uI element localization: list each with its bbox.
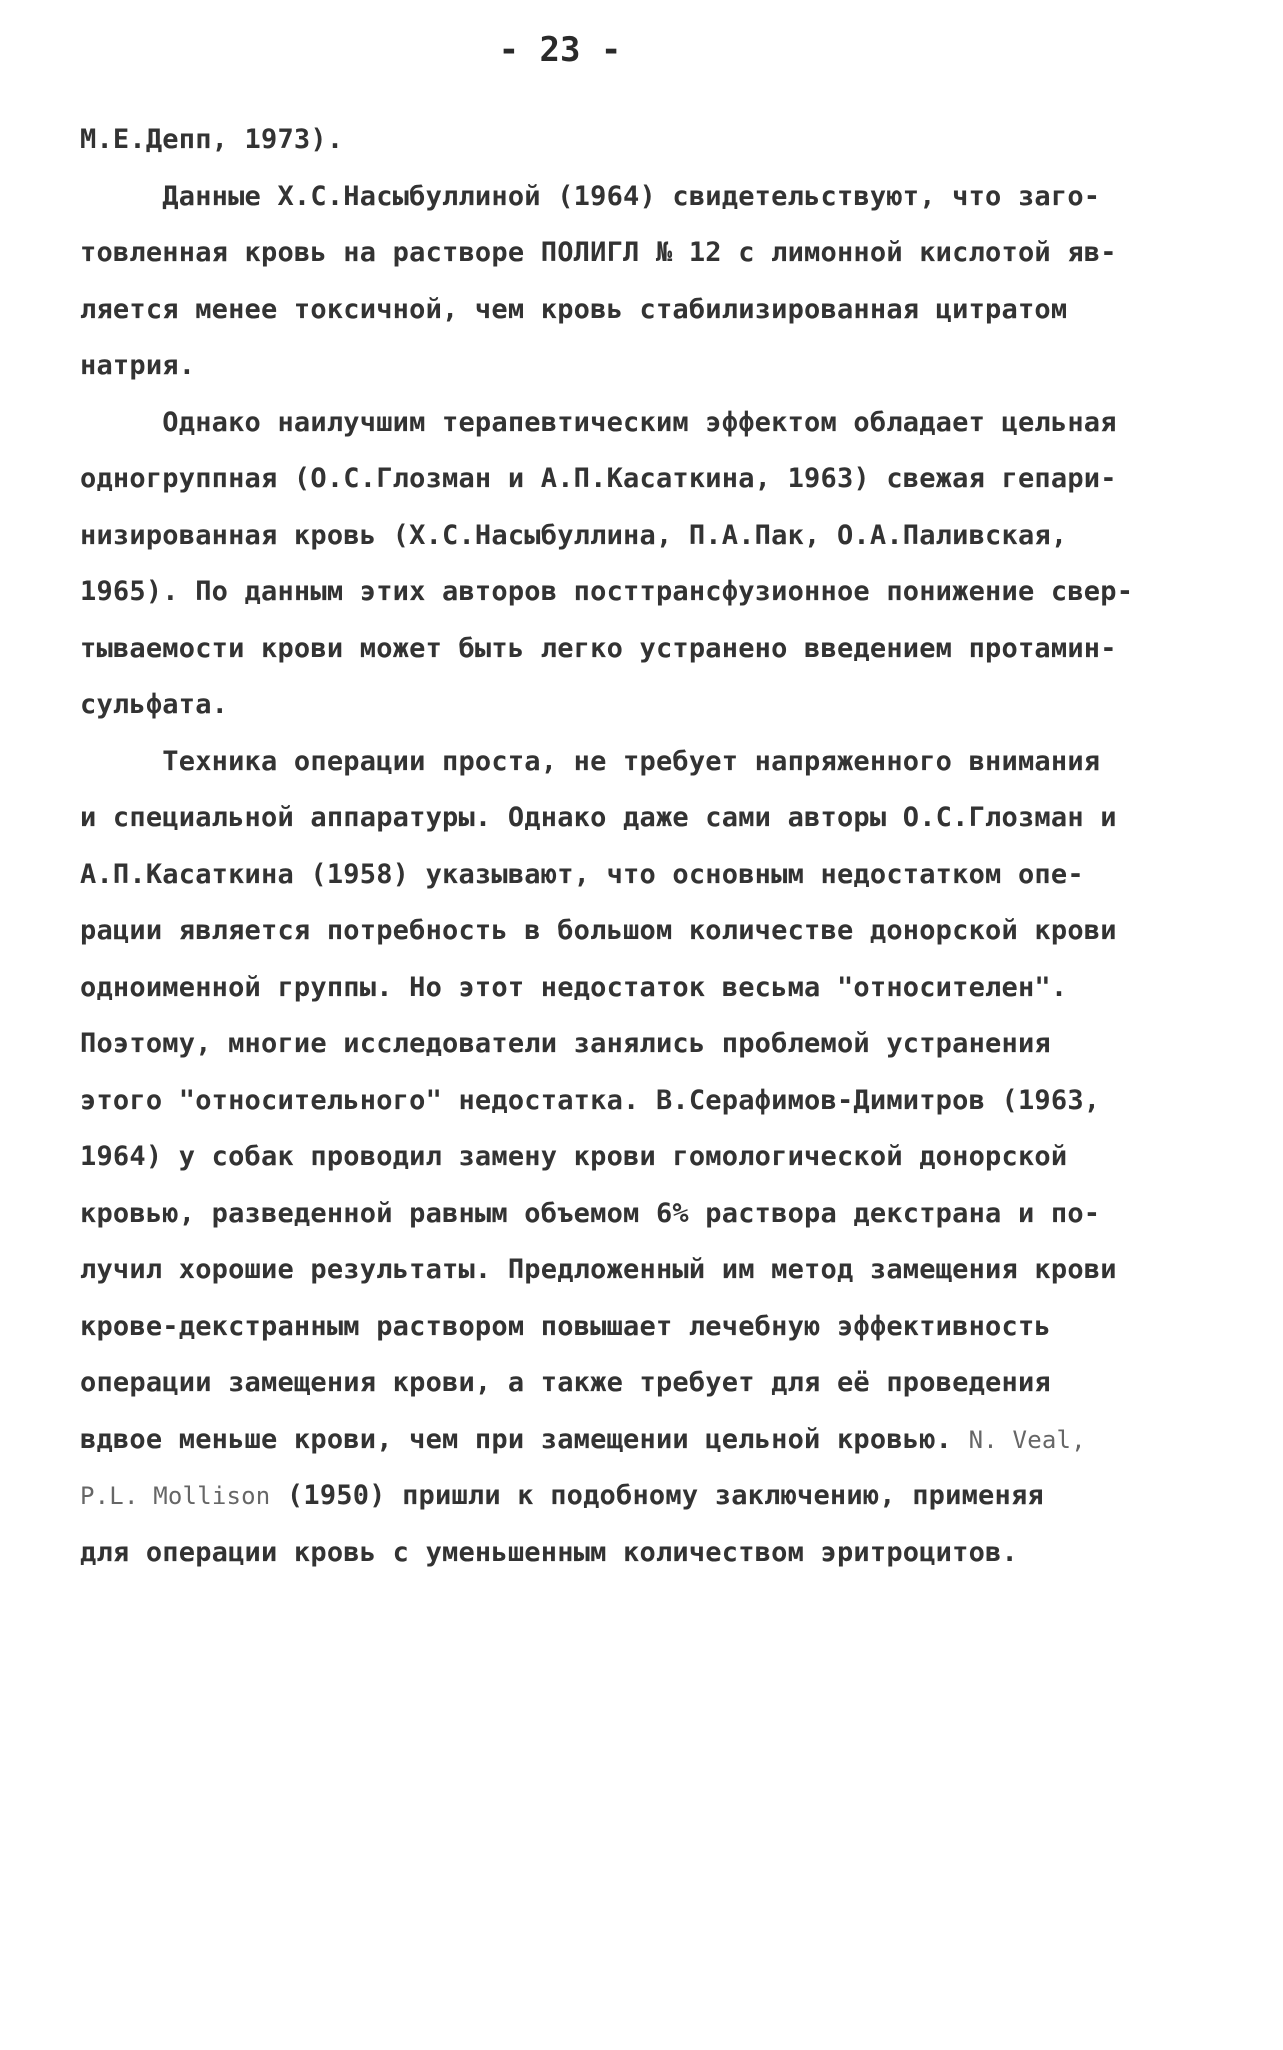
text-segment: (1950) пришли к подобному заключению, применяя [270, 1480, 1044, 1511]
text-line: Данные Х.С.Насыбуллиной (1964) свидетельствуют, что заго- [80, 180, 1101, 212]
text-line [80, 1468, 1180, 1525]
text-line: лучил хорошие результаты. Предложенный им метод замещения крови [80, 1254, 1117, 1285]
text-line: 1965). По данным этих авторов посттрансфузионное понижение свер- [80, 576, 1134, 607]
text-line: и специальной аппаратуры. Однако даже сами авторы О.С.Глозман и [80, 802, 1117, 833]
latin-author: N. Veal, [968, 1425, 1086, 1454]
text-line: одноименной группы. Но этот недостаток весьма "относителен". [80, 971, 1068, 1003]
latin-author: P.L. Mollison [80, 1482, 271, 1510]
text-line: Поэтому, многие исследователи занялись проблемой устранения [80, 1028, 1051, 1059]
text-line: товленная кровь на растворе ПОЛИГЛ № 12 с лимонной кислотой яв- [80, 237, 1117, 268]
text-line: М.Е.Депп, 1973). [80, 124, 344, 155]
text-line: натрия. [80, 350, 196, 381]
text-line: одногруппная (О.С.Глозман и А.П.Касаткина, 1963) свежая гепари- [80, 463, 1117, 494]
text-line: для операции кровь с уменьшенным количеством эритроцитов. [80, 1536, 1018, 1568]
body-text [80, 112, 1180, 1581]
text-line: 1964) у собак проводил замену крови гомологической донорской [80, 1141, 1068, 1172]
text-line: ляется менее токсичной, чем кровь стабилизированная цитратом [80, 293, 1068, 325]
text-line: этого "относительного" недостатка. В.Серафимов-Димитров (1963, [80, 1084, 1101, 1116]
text-line: сульфата. [80, 689, 229, 720]
text-line: операции замещения крови, а также требует для её проведения [80, 1367, 1051, 1398]
text-line: кровью, разведенной равным объемом 6% раствора декстрана и по- [80, 1197, 1101, 1229]
page-number: - 23 - [498, 30, 622, 70]
text-line: низированная кровь (Х.С.Насыбуллина, П.А.Пак, О.А.Паливская, [80, 519, 1068, 551]
text-line: Техника операции проста, не требует напряженного внимания [80, 745, 1101, 777]
text-segment: вдвое меньше крови, чем при замещении цельной кровью. [80, 1423, 953, 1455]
text-line: А.П.Касаткина (1958) указывают, что основным недостатком опе- [80, 858, 1084, 890]
text-line: тываемости крови может быть легко устранено введением протамин- [80, 632, 1117, 664]
text-line: крове-декстранным раствором повышает лечебную эффективность [80, 1310, 1051, 1342]
text-line: рации является потребность в большом количестве донорской крови [80, 915, 1117, 946]
text-line [80, 1412, 1180, 1469]
text-line: Однако наилучшим терапевтическим эффектом обладает цельная [80, 406, 1117, 438]
